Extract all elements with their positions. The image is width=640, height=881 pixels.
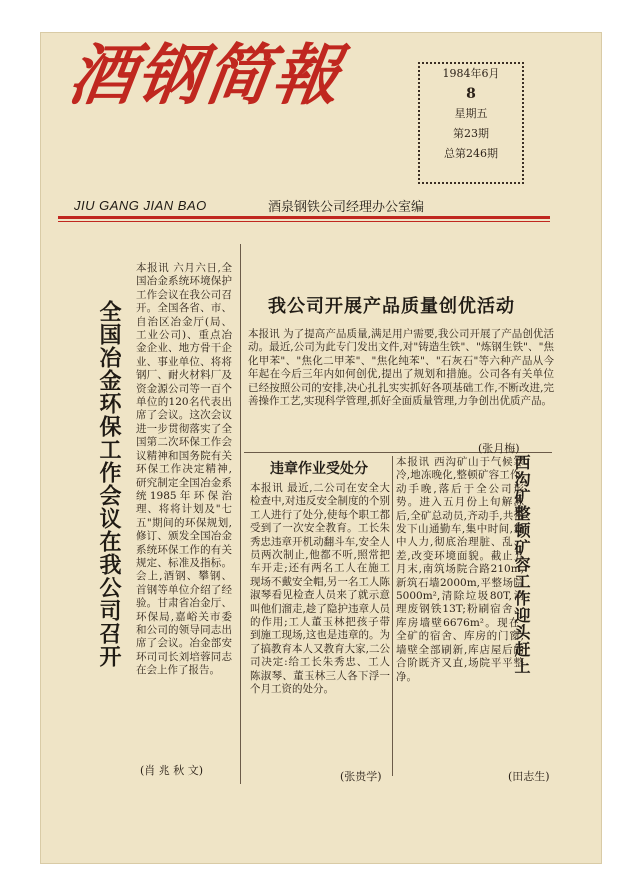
xigou-article-body: 本报讯 西沟矿山于气候寒冷,地冻晚化,整顿矿容工作,动手晚,落后于全公司形势。进入五月份上旬解冻后,全矿总动员,齐动手,共带发下山通勤车,集中时间,集中人力,彻底治理脏、乱、差,改变环境面貌。截止五月末,南筑场院合路210m,新筑石墙2000m,平整场院5000m²,清除垃圾80T,消理废钢铁13T;粉刷宿舍、库房墙壁6676m²。现在,全矿的宿舍、库房的门窗,墙壁全部刷新,库店屋后的合阶既齐又直,场院平平整净。 [396,456,524,683]
issue-number: 第23期 [453,127,489,140]
penalty-article-headline: 违章作业受处分 [270,461,368,477]
quality-article-byline: (张月梅) [478,442,520,455]
masthead-rule-thin [58,221,550,222]
issue-weekday: 星期五 [454,107,488,120]
penalty-article-byline: (张贵学) [340,770,382,783]
main-article-headline: 全国冶金环保工作会议在我公司召开 [96,300,122,668]
column-divider [392,456,393,776]
issue-year-month: 1984年6月 [442,67,500,80]
issue-date-box [418,62,524,184]
masthead-rule [58,216,550,219]
quality-article-body: 本报讯 为了提高产品质量,满足用户需要,我公司开展了产品创优活动。最近,公司为此专门发出文件,对"铸造生铁"、"炼钢生铁"、"焦化甲苯"、"焦化二甲苯"、"焦化纯苯"、"石灰石"等六种产品从今年起在今后三年内如何创优,提出了规划和措施。公司各有关单位已经按照公司的安排,决心扎扎实实抓好各项基础工作,不断改进,完善操作工艺,实现科学管理,抓好全面质量管理,力争创出优质产品。 [248,328,554,408]
masthead-editor: 酒泉钢铁公司经理办公室编 [268,200,425,215]
masthead-pinyin: JIU GANG JIAN BAO [74,198,207,213]
main-article-body: 本报讯 六月六日,全国冶金系统环境保护工作会议在我公司召开。全国各省、市、自治区冶金厅(局、工业公司)、重点冶金企业、地方骨干企业、事业单位、将将钢厂、耐火材料厂及资金源公司等一百个单位的120名代表出席了会议。这次会议进一步贯彻落实了全国第二次环保工作会议精神和国务院有关环保工作决定精神,研究制定全国冶金系统1985年环保治理、将将计划及"七五"期间的环保规划,修订、颁发全国冶金系统环保工作的有关规定、标准及指标。会上,酒钢、攀钢、首钢等单位介绍了经验。甘肃省冶金厅、环保局,嘉峪关市委和公司的领导同志出席了会议。冶金部安环司司长刘培蓉同志在会上作了报告。 [136,262,232,677]
xigou-article-byline: (田志生) [508,770,550,783]
column-divider [240,244,241,784]
issue-total-number: 总第246期 [444,147,498,160]
xigou-article-headline: 西沟矿整顿矿容工作迎头赶上 [512,454,531,675]
main-article-byline: (肖 兆 秋 文) [140,764,204,777]
masthead-title: 酒钢简報 [63,36,347,114]
penalty-article-body: 本报讯 最近,二公司在安全大检查中,对违反安全制度的个别工人进行了处分,使每个职工都受到了一次安全教育。工长朱秀忠违章开机动翻斗车,安全人员两次制止,他都不听,照常把车开走;还有两名工人在施工现场不戴安全帽,另一名工人陈淑琴看见检查人员来了就示意叫他们溜走,趁了隐护违章人员的作用;工人董玉林把孩子带到施工现场,这也是违章的。为了搞教育本人又教育大家,二公司决定:给工长朱秀忠、工人陈淑琴、董玉林三人各下浮一个月工资的处分。 [250,482,390,696]
quality-article-headline: 我公司开展产品质量创优活动 [268,296,515,317]
issue-day: 8 [466,86,476,102]
